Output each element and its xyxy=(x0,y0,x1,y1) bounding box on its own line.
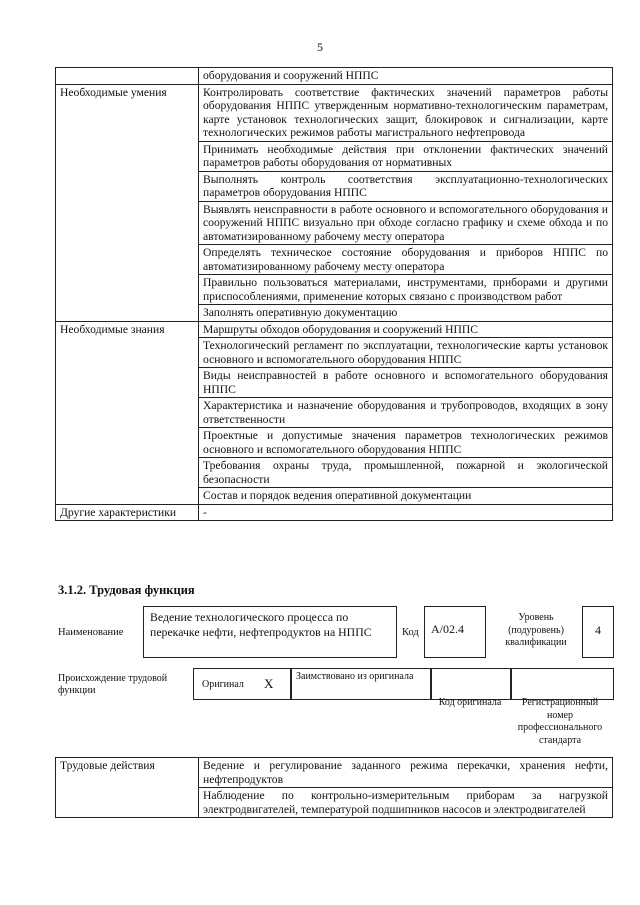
name-label: Наименование xyxy=(58,627,124,638)
skill-item: Правильно пользоваться материалами, инструментами, приборами и другими приспособлениями, применение которых связано с производством работ xyxy=(199,275,613,305)
knowledge-item: Требования охраны труда, промышленной, пожарной и экологической безопасности xyxy=(199,458,613,488)
table-row xyxy=(56,504,613,521)
table-row xyxy=(56,68,613,85)
origin-label: Происхождение трудовой функции xyxy=(58,673,168,696)
level-label: Уровень (подуровень) квалификации xyxy=(505,612,567,648)
skill-item: Выявлять неисправности в работе основного и вспомогательного оборудования и сооружений НППС визуально при обходе согласно графику и схеме обхода и по автоматизированному рабочему месту оператора xyxy=(199,201,613,245)
knowledge-item: Проектные и допустимые значения параметров технологических режимов основного и вспомогательного оборудования НППС xyxy=(199,428,613,458)
page-number: 5 xyxy=(317,40,323,54)
knowledge-item: Технологический регламент по эксплуатации, технологические карты установок основного и вспомогательного оборудования НППС xyxy=(199,338,613,368)
level-box xyxy=(582,606,614,658)
code-original-box xyxy=(430,668,512,700)
skill-item: Контролировать соответствие фактических значений параметров работы оборудования НППС утвержденным нормативно-технологическим параметрам, карте установок технологических защит, блокировок и сигнализации, карте технологических режимов работы магистрального нефтепровода xyxy=(199,84,613,141)
knowledge-label: Необходимые знания xyxy=(56,321,199,504)
knowledge-item: Виды неисправностей в работе основного и вспомогательного оборудования НППС xyxy=(199,368,613,398)
reg-number-box xyxy=(510,668,614,700)
name-box xyxy=(143,606,397,658)
original-mark: X xyxy=(264,676,274,691)
code-value: А/02.4 xyxy=(431,622,464,636)
other-value: - xyxy=(199,504,613,521)
table-row xyxy=(56,84,613,141)
skill-item: Выполнять контроль соответствия эксплуатационно-технологических параметров оборудования НППС xyxy=(199,171,613,201)
skill-item: Заполнять оперативную документацию xyxy=(199,305,613,322)
empty-label-cell xyxy=(56,68,199,85)
skill-item: Определять техническое состояние оборудования и приборов НППС по автоматизированному рабочему месту оператора xyxy=(199,245,613,275)
skills-label: Необходимые умения xyxy=(56,84,199,321)
knowledge-item: Состав и порядок ведения оперативной документации xyxy=(199,488,613,505)
level-value: 4 xyxy=(595,623,601,637)
reg-number-label: Регистрационный номер профессионального стандарта xyxy=(517,697,603,746)
name-value: Ведение технологического процесса по перекачке нефти, нефтепродуктов на НППС xyxy=(150,610,372,639)
labor-actions-table xyxy=(55,757,613,818)
table-row xyxy=(56,758,613,788)
code-original-label: Код оригинала xyxy=(438,697,502,708)
actions-label: Трудовые действия xyxy=(56,758,199,818)
code-label: Код xyxy=(402,627,419,638)
continuation-cell: оборудования и сооружений НППС xyxy=(199,68,613,85)
original-box xyxy=(193,668,292,700)
table-row xyxy=(56,321,613,338)
borrowed-box xyxy=(290,668,432,700)
knowledge-item: Характеристика и назначение оборудования и трубопроводов, входящих в зону ответственности xyxy=(199,398,613,428)
skills-knowledge-table xyxy=(55,67,613,521)
code-box xyxy=(424,606,486,658)
borrowed-label: Заимствовано из оригинала xyxy=(296,671,414,682)
original-label: Оригинал xyxy=(202,679,244,690)
section-title: 3.1.2. Трудовая функция xyxy=(58,583,195,597)
other-label: Другие характеристики xyxy=(56,504,199,521)
action-item: Ведение и регулирование заданного режима перекачки, хранения нефти, нефтепродуктов xyxy=(199,758,613,788)
knowledge-item: Маршруты обходов оборудования и сооружений НППС xyxy=(199,321,613,338)
action-item: Наблюдение по контрольно-измерительным приборам за нагрузкой электродвигателей, температурой подшипников насосов и электродвигателей xyxy=(199,788,613,818)
skill-item: Принимать необходимые действия при отклонении фактических значений параметров работы оборудования от нормативных xyxy=(199,141,613,171)
